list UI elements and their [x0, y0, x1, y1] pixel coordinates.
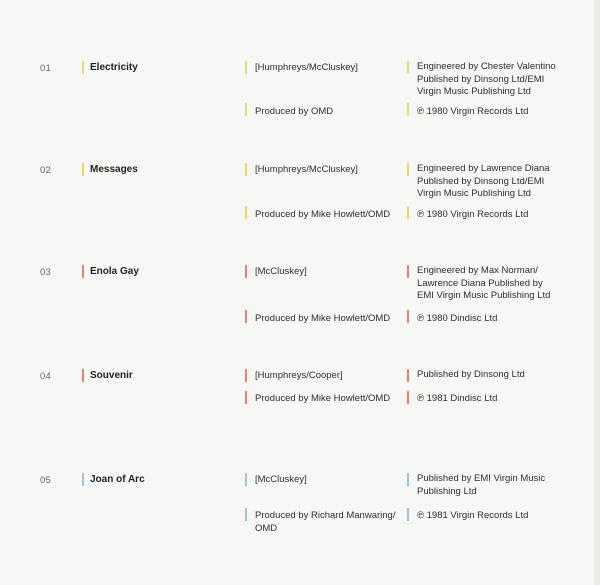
credits-accent-bar	[407, 265, 409, 278]
producer-accent-bar	[245, 103, 247, 116]
copyright-accent-bar	[407, 310, 409, 323]
track-copyright: ℗ 1980 Virgin Records Ltd	[417, 209, 529, 220]
track-accent-bar	[82, 369, 84, 382]
track-writers: [Humphreys/McCluskey]	[255, 62, 358, 73]
track-writers: [McCluskey]	[255, 266, 307, 277]
track-title: Messages	[90, 164, 138, 175]
track-producer: Produced by Mike Howlett/OMD	[255, 313, 391, 324]
track-number: 03	[40, 267, 51, 278]
track-producer: Produced by Richard Manwaring/ OMD	[255, 510, 396, 534]
track-number: 01	[40, 63, 51, 74]
track-title: Enola Gay	[90, 266, 139, 277]
credits-accent-bar	[407, 61, 409, 74]
track-writers: [Humphreys/McCluskey]	[255, 164, 358, 175]
track-copyright: ℗ 1981 Dindisc Ltd	[417, 393, 498, 404]
track-copyright: ℗ 1981 Virgin Records Ltd	[417, 510, 529, 521]
track-writers: [McCluskey]	[255, 474, 307, 485]
track-title: Joan of Arc	[90, 474, 145, 485]
track-number: 04	[40, 371, 51, 382]
credits-accent-bar	[407, 369, 409, 382]
track-copyright: ℗ 1980 Dindisc Ltd	[417, 313, 498, 324]
producer-accent-bar	[245, 206, 247, 219]
track-credits: Engineered by Chester Valentino Published by Dinsong Ltd/EMI Virgin Music Publishing Ltd	[417, 61, 556, 97]
producer-accent-bar	[245, 508, 247, 521]
track-credits: Engineered by Max Norman/ Lawrence Diana Published by EMI Virgin Music Publishing Ltd	[417, 265, 551, 301]
track-producer: Produced by Mike Howlett/OMD	[255, 393, 391, 404]
track-accent-bar	[82, 265, 84, 278]
writers-accent-bar	[245, 163, 247, 176]
copyright-accent-bar	[407, 508, 409, 521]
track-title: Electricity	[90, 62, 138, 73]
writers-accent-bar	[245, 61, 247, 74]
track-producer: Produced by Mike Howlett/OMD	[255, 209, 391, 220]
track-credits: Published by Dinsong Ltd	[417, 369, 525, 380]
page-edge-shadow	[594, 0, 600, 585]
writers-accent-bar	[245, 265, 247, 278]
credits-accent-bar	[407, 473, 409, 486]
track-writers: [Humphreys/Cooper]	[255, 370, 343, 381]
track-credits: Engineered by Lawrence Diana Published by Dinsong Ltd/EMI Virgin Music Publishing Ltd	[417, 163, 550, 199]
track-accent-bar	[82, 163, 84, 176]
producer-accent-bar	[245, 310, 247, 323]
track-copyright: ℗ 1980 Virgin Records Ltd	[417, 106, 529, 117]
track-producer: Produced by OMD	[255, 106, 334, 117]
track-number: 02	[40, 165, 51, 176]
track-accent-bar	[82, 473, 84, 486]
producer-accent-bar	[245, 391, 247, 404]
credits-accent-bar	[407, 163, 409, 176]
copyright-accent-bar	[407, 391, 409, 404]
track-number: 05	[40, 475, 51, 486]
track-title: Souvenir	[90, 370, 133, 381]
writers-accent-bar	[245, 473, 247, 486]
track-accent-bar	[82, 61, 84, 74]
copyright-accent-bar	[407, 103, 409, 116]
copyright-accent-bar	[407, 206, 409, 219]
writers-accent-bar	[245, 369, 247, 382]
track-credits: Published by EMI Virgin Music Publishing Ltd	[417, 473, 546, 497]
